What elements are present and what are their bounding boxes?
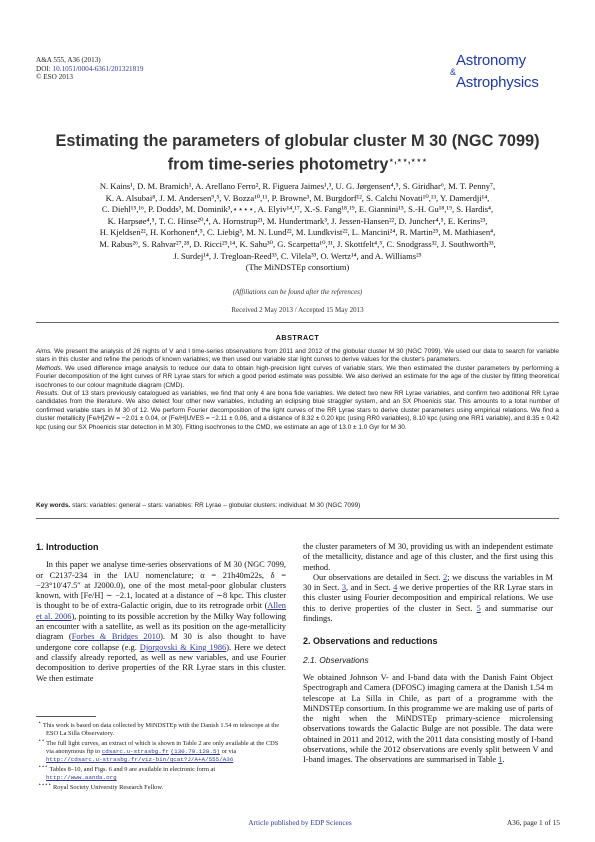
ip-link[interactable]: (130.79.128.5) (170, 747, 221, 755)
footnote-text: Royal Society University Research Fellow. (52, 783, 164, 791)
journal-logo (446, 52, 566, 96)
title-line-2-text: from time-series photometry (167, 155, 389, 174)
intro-continuation: the cluster parameters of M 30, providing us with an independent estimate of the metallicity, distance and age of this cluster, and the first using this method. (303, 542, 553, 572)
section-heading-introduction: 1. Introduction (36, 542, 99, 552)
paper-title (40, 132, 555, 174)
author-line: C. Diehl¹⁵,¹⁶, P. Dodds³, M. Dominik³,⋆⋆⋆⋆, A. Elyiv¹⁴,¹⁷, X.-S. Fang¹⁸,¹⁹, E. Giannini¹⁵, S.-H. Gu¹⁸,¹⁹, S. Hardis⁴, (101, 204, 494, 215)
author-list (36, 181, 559, 274)
title-line-2 (40, 151, 555, 174)
footnote-text: or via (221, 747, 237, 755)
citation-link[interactable]: Djorgovski & King 1986 (139, 642, 227, 652)
footnotes (36, 720, 286, 792)
footnote-divider (36, 716, 96, 717)
aims-text: We present the analysis of 26 nights of V and I time-series observations from 2011 and 2012 of the globular cluster M 30 (NGC 7099). We used our data to search for variable stars in this cluster and refine the periods of known variables; we then used our variable star light curves to derive values for the cluster's parameters. (36, 348, 559, 364)
footnote (36, 782, 286, 792)
footnote-mark: ⋆ (38, 720, 42, 726)
results-text: Out of 13 stars previously catalogued as variables, we find that only 4 are bona fide variables. We detect two new RR Lyrae variables, and confirm two additional RR Lyrae candidates from the literature. We also detect four other new variables, including an eclipsing blue straggler system, and an SX Phoenicis star. This amounts to a total number of confirmed variable stars in M 30 of 12. We perform Fourier decomposition of the light curves of the RR Lyrae stars to derive cluster parameters using empirical relations. We find a cluster metallicity [Fe/H]ZW = −2.01 ± 0.04, or [Fe/H]UVES = −2.11 ± 0.06, and a distance of 8.32 ± 0.20 kpc (using RR0 variables), 8.10 kpc (using one RR1 variable), and 8.35 ± 0.42 kpc (using our SX Phoenicis star detection in M 30). Fitting isochrones to the CMD, we estimate an age of 13.0 ± 1.0 Gyr for M 30. (36, 390, 559, 431)
article-header (36, 56, 143, 82)
footnote-mark: ⋆⋆⋆⋆ (38, 781, 52, 788)
citation-link[interactable]: Forbes & Bridges 2010 (71, 632, 161, 642)
title-line-1: Estimating the parameters of globular cluster M 30 (NGC 7099) (55, 132, 540, 150)
observations-paragraph (303, 673, 553, 766)
abstract-heading: ABSTRACT (275, 333, 320, 342)
author-line: M. Rabus²⁶, S. Rahvar²⁷,²⁸, D. Ricci²⁹,¹⁴, K. Sahu³⁰, G. Scarpetta¹⁰,³¹, J. Skottfelt⁴,⁵, C. Snodgrass³², J. Southworth³³, (99, 238, 496, 249)
abstract (36, 348, 559, 432)
section-ref-link[interactable]: 5 (476, 603, 481, 613)
logo-line-2: Astrophysics (456, 74, 539, 91)
outline-text: Our observations are detailed in Sect. (313, 572, 444, 582)
footnote (36, 764, 286, 782)
publisher-footer[interactable]: Article published by EDP Sciences (248, 818, 352, 827)
consortium: (The MiNDSTEp consortium) (245, 262, 350, 273)
outline-text: we derive properties of the RR Lyrae stars in this cluster using Fourier decomposition and empirical relations. We use this to derive properties of the cluster in Sect. (303, 583, 553, 613)
footnote-text: The full light curves, an extract of which is shown in Table 2 are only available at the CDS via anonymous ftp to (46, 740, 279, 755)
observations-text: We obtained Johnson V- and I-band data with the Danish Faint Object Spectrograph and Camera (DFOSC) imaging camera at the Danish 1.54 m telescope at La Silla in Chile, as part of a programme with the MiNDSTEp consortium. In this programme we are making use of parts of the night when the MiNDSTEp primary-science microlensing observations towards the Galactic Bulge are not possible. The data were obtained in 2011 and 2012, with the 2011 data consisting mostly of I-band observations, while the 2012 observations are evenly split between V and I-band images. The observations are summarised in Table (303, 672, 553, 765)
ftp-link[interactable]: cdsarc.u-strasbg.fr (101, 747, 169, 755)
outline-paragraph (303, 573, 553, 624)
author-line: K. Harpsøe⁴,⁵, T. C. Hinse²⁰,⁴, A. Hornstrup²¹, M. Hundertmark³, J. Jessen-Hansen²², D. Juncher⁴,⁵, E. Kerins²³, (107, 215, 488, 226)
subsection-heading-observations: 2.1. Observations (303, 654, 369, 665)
copyright: © ESO 2013 (36, 73, 74, 82)
intro-text: ), pointing to its possible accretion by the Milky Way following an encounter with a satellite, as well as its position on the age-metallicity diagram ( (36, 611, 286, 642)
left-column (36, 542, 286, 684)
doi-prefix: DOI: (36, 64, 53, 73)
right-column (303, 542, 553, 766)
footnote-mark: ⋆⋆⋆ (38, 763, 49, 770)
section-ref-link[interactable]: 3 (341, 583, 346, 593)
intro-text: In this paper we analyse time-series observations of M 30 (NGC 7099, or C2137-234 in the IAU nomenclature; α = 21h40m22s, δ = −23°10′47.5″ at J2000.0), one of the most metal-poor globular clusters known, with [Fe/H] ∼ −2.1, located at a distance of ∼8 kpc. This cluster is thought to be of extra-Galactic origin, due to its retrograde orbit ( (36, 560, 286, 611)
section-ref-link[interactable]: 4 (393, 583, 398, 593)
logo-line-1: Astronomy (456, 52, 526, 69)
aims-label: Aims. (36, 348, 53, 355)
received-dates: Received 2 May 2013 / Accepted 15 May 2013 (231, 306, 364, 314)
outline-text: , and in Sect. (346, 583, 394, 593)
doi-line (36, 65, 143, 74)
observations-text: . (502, 755, 505, 765)
citation-link[interactable]: Allen et al. 2006 (36, 601, 286, 621)
section-ref-link[interactable]: 2 (443, 572, 448, 582)
section-heading-observations: 2. Observations and reductions (303, 636, 438, 647)
keywords-label: Key words. (36, 502, 71, 509)
keywords-text: stars: variables: general – stars: variables: RR Lyrae – globular clusters: individual: M 30 (NGC 7099) (72, 502, 361, 509)
author-line: K. A. Alsubai⁸, J. M. Andersen⁹,⁵, V. Bozza¹⁰,¹¹, P. Browne³, M. Burgdorf¹², S. Calchi Novati¹⁰,¹³, Y. Damerdji¹⁴, (105, 192, 490, 203)
abstract-aims (36, 348, 559, 365)
abstract-results (36, 390, 559, 432)
author-line: H. Kjeldsen²², H. Korhonen⁴,⁵, C. Liebig³, M. N. Lund²², M. Lundkvist²², L. Mancini²⁴, R. Martin²⁵, M. Mathiasen⁴, (99, 227, 496, 238)
doi-link[interactable]: 10.1051/0004-6361/201321819 (52, 64, 144, 73)
methods-label: Methods. (36, 364, 63, 372)
citation: A&A 555, A36 (2013) (36, 56, 101, 64)
outline-text: and summarise our findings. (303, 603, 553, 624)
author-line: J. Surdej¹⁴, J. Tregloan-Reed³³, C. Vilela³³, O. Wertz¹⁴, and A. Williams²⁵ (173, 250, 422, 261)
logo-ampersand: & (450, 67, 457, 77)
divider-top (36, 322, 559, 323)
footnote-mark: ⋆⋆ (38, 737, 45, 744)
title-footnote-marks[interactable]: ⋆,⋆⋆,⋆⋆⋆ (388, 155, 428, 165)
footnote (36, 738, 286, 764)
footnote-text: This work is based on data collected by MiNDSTEp with the Danish 1.54 m telescope at the ESO La Silla Observatory. (42, 722, 280, 738)
keywords (36, 502, 559, 509)
footnote-text: Tables 8–10, and Figs. 6 and 9 are available in electronic form at (49, 765, 216, 773)
page-number: A36, page 1 of 15 (506, 818, 560, 827)
methods-text: We used difference image analysis to reduce our data to obtain high-precision light curves of variable stars. We then estimated the cluster parameters by performing a Fourier decomposition of the light curves of RR Lyrae stars for which a good period estimate was possible. We also derived an estimate for the age of the cluster by fitting theoretical isochrones to our colour magnitude diagram (CMD). (36, 364, 559, 389)
cds-link[interactable]: http://cdsarc.u-strasbg.fr/viz-bin/qcat?J/A+A/555/A36 (46, 755, 234, 763)
intro-text: ). Here we detect and classify already reported, as well as new variables, and use Fourier decomposition to derive properties of the RR Lyrae stars in this cluster. We then estimate (36, 642, 286, 683)
results-label: Results. (36, 390, 60, 398)
aanda-link[interactable]: http://www.aanda.org (46, 773, 117, 781)
abstract-methods (36, 365, 559, 390)
outline-text: ; we discuss the variables in M 30 in Sect. (303, 572, 553, 593)
intro-text: ). M 30 is also thought to have undergone core collapse (e.g. (36, 632, 286, 652)
intro-paragraph (36, 560, 286, 684)
table-ref-link[interactable]: 1 (498, 755, 503, 765)
divider-bottom (36, 518, 559, 519)
affiliations-note: (Affiliations can be found after the references) (232, 288, 363, 296)
author-line: N. Kains¹, D. M. Bramich¹, A. Arellano Ferro², R. Figuera Jaimes¹,³, U. G. Jørgensen⁴,⁵, S. Giridhar⁶, M. T. Penny⁷, (99, 181, 496, 191)
footnote (36, 720, 286, 738)
